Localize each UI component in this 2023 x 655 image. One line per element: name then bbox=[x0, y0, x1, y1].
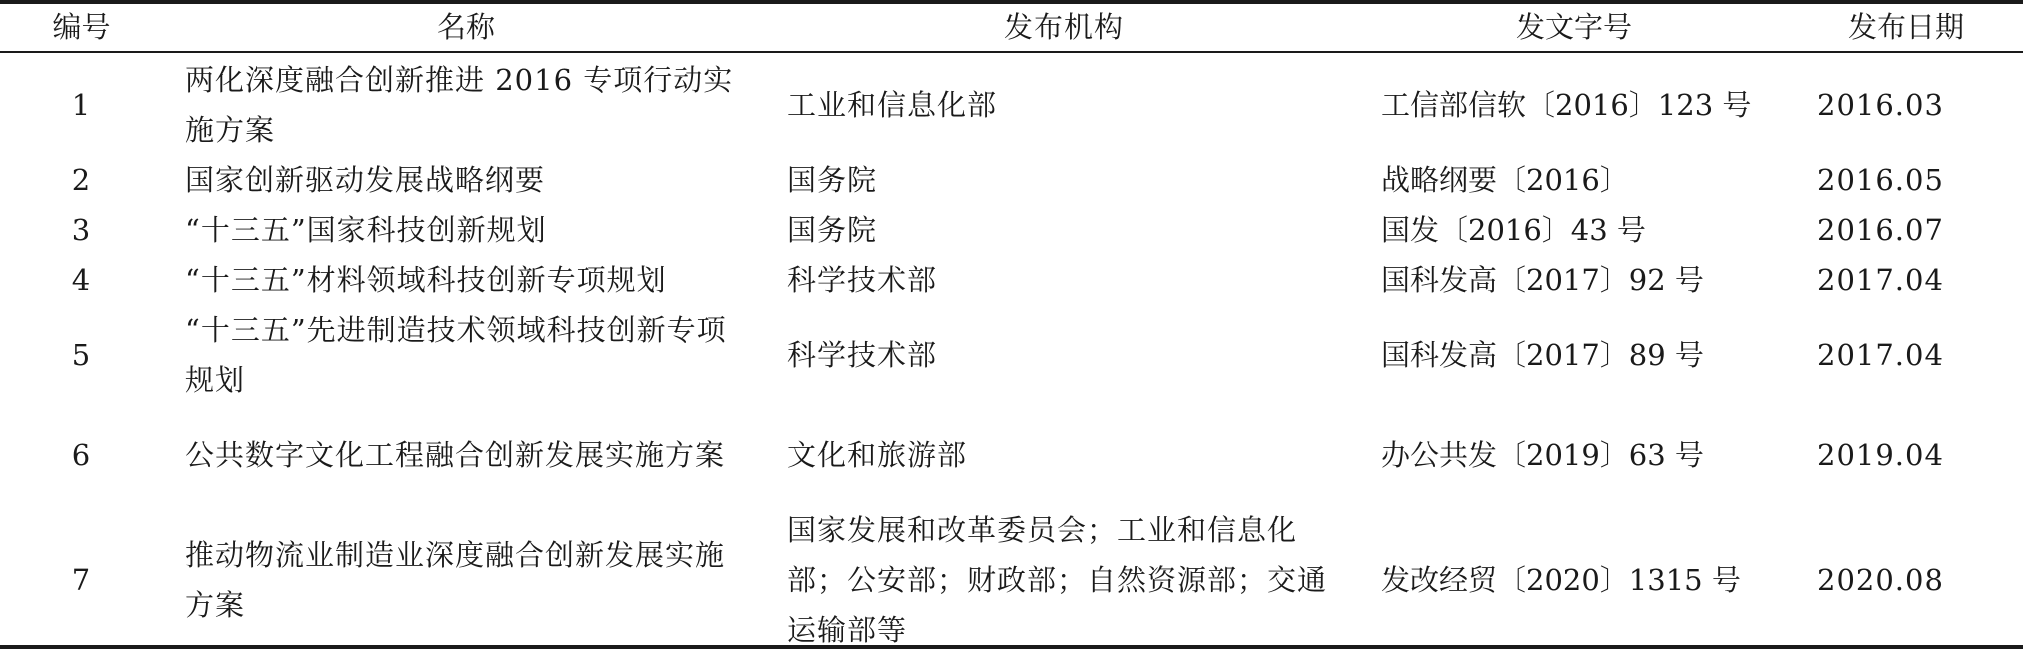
row-document-number: 国发〔2016〕43 号 bbox=[1381, 213, 1646, 247]
row-issuer-text: 工业和信息化部 bbox=[787, 88, 998, 122]
row-name bbox=[163, 405, 769, 505]
row-name-text: “十三五”先进制造技术领域科技创新专项规划 bbox=[185, 313, 727, 397]
table-row bbox=[0, 305, 2023, 405]
header-name: 名称 bbox=[436, 10, 495, 44]
row-issue-date: 2016.05 bbox=[1817, 163, 1944, 197]
row-name bbox=[163, 51, 769, 155]
table-row bbox=[0, 505, 2023, 655]
row-name-text: 两化深度融合创新推进 2016 专项行动实施方案 bbox=[185, 63, 734, 147]
row-issuer-text: 国家发展和改革委员会；工业和信息化部；公安部；财政部；自然资源部；交通运输部等 bbox=[787, 513, 1328, 647]
row-issue-date: 2017.04 bbox=[1817, 338, 1944, 372]
header-number: 编号 bbox=[52, 10, 111, 44]
data-table bbox=[0, 4, 2023, 655]
row-number: 1 bbox=[71, 88, 92, 122]
row-issuer bbox=[769, 505, 1359, 655]
row-number: 2 bbox=[71, 163, 92, 197]
row-document-number: 办公共发〔2019〕63 号 bbox=[1381, 438, 1704, 472]
row-issuer-text: 国务院 bbox=[787, 163, 878, 197]
row-issue-date: 2017.04 bbox=[1817, 263, 1944, 297]
row-number: 3 bbox=[71, 213, 92, 247]
row-name-text: 公共数字文化工程融合创新发展实施方案 bbox=[185, 438, 726, 472]
table-row bbox=[0, 255, 2023, 305]
row-issuer bbox=[769, 155, 1359, 205]
row-name-text: 推动物流业制造业深度融合创新发展实施方案 bbox=[185, 538, 726, 622]
row-document-number: 工信部信软〔2016〕123 号 bbox=[1381, 88, 1752, 122]
row-document-number: 国科发高〔2017〕89 号 bbox=[1381, 338, 1704, 372]
header-issue-date: 发布日期 bbox=[1847, 10, 1964, 44]
row-issuer bbox=[769, 205, 1359, 255]
header-document-number: 发文字号 bbox=[1515, 10, 1632, 44]
row-number: 5 bbox=[71, 338, 92, 372]
row-issuer-text: 科学技术部 bbox=[787, 263, 938, 297]
row-issue-date: 2019.04 bbox=[1817, 438, 1944, 472]
row-name-text: 国家创新驱动发展战略纲要 bbox=[185, 163, 546, 197]
row-document-number: 国科发高〔2017〕92 号 bbox=[1381, 263, 1704, 297]
row-issuer bbox=[769, 405, 1359, 505]
table-header-row bbox=[0, 4, 2023, 51]
row-issuer-text: 国务院 bbox=[787, 213, 878, 247]
row-number: 4 bbox=[71, 263, 92, 297]
row-number: 6 bbox=[71, 438, 92, 472]
table-row bbox=[0, 155, 2023, 205]
row-number: 7 bbox=[71, 563, 92, 597]
row-issue-date: 2020.08 bbox=[1817, 563, 1944, 597]
row-issuer bbox=[769, 305, 1359, 405]
row-issue-date: 2016.03 bbox=[1817, 88, 1944, 122]
row-issuer-text: 科学技术部 bbox=[787, 338, 938, 372]
table-row bbox=[0, 51, 2023, 155]
row-name bbox=[163, 205, 769, 255]
row-document-number: 发改经贸〔2020〕1315 号 bbox=[1381, 563, 1741, 597]
table-row bbox=[0, 405, 2023, 505]
header-issuer: 发布机构 bbox=[1003, 10, 1124, 44]
row-name bbox=[163, 305, 769, 405]
row-name bbox=[163, 505, 769, 655]
row-name bbox=[163, 155, 769, 205]
row-issuer-text: 文化和旅游部 bbox=[787, 438, 968, 472]
row-issue-date: 2016.07 bbox=[1817, 213, 1944, 247]
row-name bbox=[163, 255, 769, 305]
row-issuer bbox=[769, 255, 1359, 305]
row-document-number: 战略纲要〔2016〕 bbox=[1381, 163, 1629, 197]
row-name-text: “十三五”国家科技创新规划 bbox=[185, 213, 547, 247]
row-issuer bbox=[769, 51, 1359, 155]
row-name-text: “十三五”材料领域科技创新专项规划 bbox=[185, 263, 667, 297]
table-row bbox=[0, 205, 2023, 255]
